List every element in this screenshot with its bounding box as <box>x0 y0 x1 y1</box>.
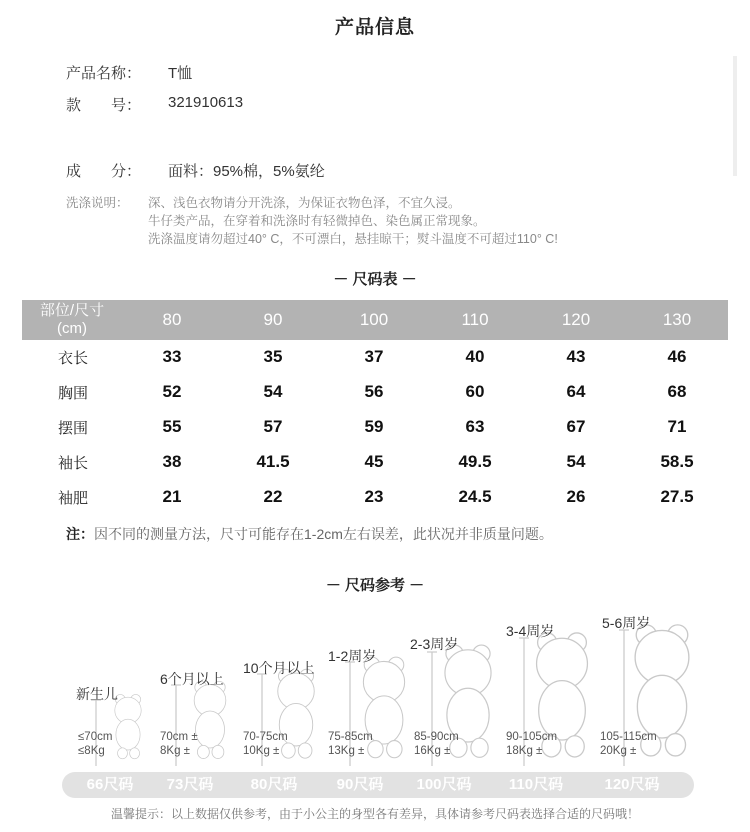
scrollbar[interactable] <box>733 56 737 176</box>
age-label: 2-3周岁 <box>410 636 459 652</box>
row-label: 袖长 <box>58 455 89 472</box>
height-value: 90-105cm <box>506 731 558 743</box>
table-cell: 38 <box>162 452 182 471</box>
info-label: 款 号： <box>66 97 142 114</box>
weight-value: ≤8Kg <box>78 745 105 757</box>
table-cell: 52 <box>162 382 182 401</box>
info-row-style <box>66 94 666 114</box>
height-value: 75-85cm <box>328 731 373 743</box>
info-row-name <box>66 62 666 82</box>
row-label: 胸围 <box>58 385 89 402</box>
age-label: 3-4周岁 <box>506 623 555 639</box>
weight-value: 18Kg ± <box>506 745 543 757</box>
bear-newborn-icon <box>115 694 141 758</box>
table-cell: 45 <box>364 452 384 471</box>
weight-value: 13Kg ± <box>328 745 365 757</box>
table-cell: 26 <box>566 487 586 506</box>
height-value: 70cm ± <box>160 731 198 743</box>
measurement <box>243 730 288 758</box>
weight-value: 8Kg ± <box>160 745 190 757</box>
table-cell: 23 <box>364 487 384 506</box>
info-value: 321910613 <box>168 94 244 111</box>
table-cell: 64 <box>566 382 586 401</box>
size-label: 73尺码 <box>166 776 214 793</box>
measurement <box>506 730 557 758</box>
corner-line: (cm) <box>57 320 87 337</box>
size-col-header: 110 <box>461 310 489 329</box>
row-label: 摆围 <box>58 420 89 437</box>
table-cell: 67 <box>566 417 586 436</box>
weight-value: 16Kg ± <box>414 745 451 757</box>
info-label: 成 分： <box>66 163 142 180</box>
height-value: 105-115cm <box>600 731 657 743</box>
size-label: 110尺码 <box>508 776 564 793</box>
info-value: T恤 <box>168 65 193 82</box>
table-cell: 24.5 <box>458 487 492 506</box>
wash-line: 深、浅色衣物请分开洗涤，为保证衣物色泽，不宜久浸。 <box>148 196 461 210</box>
size-label: 100尺码 <box>416 776 472 793</box>
table-cell: 63 <box>465 417 485 436</box>
info-value: 面料：95%棉，5%氨纶 <box>168 163 325 180</box>
table-cell: 54 <box>566 452 586 471</box>
table-cell: 68 <box>667 382 687 401</box>
age-label: 5-6周岁 <box>602 615 651 631</box>
table-cell: 55 <box>162 417 182 436</box>
table-cell: 35 <box>263 347 283 366</box>
size-col-header: 130 <box>662 310 692 329</box>
wash-line: 牛仔类产品，在穿着和洗涤时有轻微掉色、染色属正常现象。 <box>148 214 486 228</box>
table-cell: 46 <box>667 347 687 366</box>
note-prefix: 注： <box>66 526 94 542</box>
measurement <box>160 730 198 758</box>
row-label: 衣长 <box>58 350 89 367</box>
wash-line: 洗涤温度请勿超过40° C，不可漂白，悬挂晾干；熨斗温度不可超过110° C! <box>148 232 558 246</box>
size-col-header: 80 <box>162 310 182 329</box>
height-value: 70-75cm <box>243 731 288 743</box>
tip-text: 温馨提示：以上数据仅供参考，由于小公主的身型各有差异，具体请参考尺码表选择合适的尺码哦！ <box>110 807 639 821</box>
table-cell: 60 <box>465 382 485 401</box>
size-table-corner <box>22 300 122 342</box>
height-value: ≤70cm <box>78 731 113 743</box>
size-col-header: 120 <box>561 310 591 329</box>
row-label: 袖肥 <box>58 490 89 507</box>
weight-value: 20Kg ± <box>600 745 637 757</box>
table-cell: 43 <box>566 347 586 366</box>
age-label: 1-2周岁 <box>328 648 377 664</box>
size-label: 66尺码 <box>86 776 134 793</box>
measurement <box>78 730 112 758</box>
bear-6m-icon <box>194 681 226 758</box>
age-label: 10个月以上 <box>243 660 315 676</box>
note-text: 因不同的测量方法，尺寸可能存在1-2cm左右误差，此状况并非质量问题。 <box>94 526 553 542</box>
size-col-header: 90 <box>263 310 283 329</box>
table-cell: 71 <box>667 417 687 436</box>
measurement <box>328 730 373 758</box>
size-label: 80尺码 <box>250 776 298 793</box>
table-cell: 21 <box>162 487 182 506</box>
table-cell: 22 <box>263 487 283 506</box>
table-cell: 40 <box>465 347 485 366</box>
table-cell: 57 <box>263 417 283 436</box>
size-label: 120尺码 <box>604 776 660 793</box>
wash-instructions <box>66 194 726 254</box>
table-cell: 58.5 <box>660 452 694 471</box>
measurement <box>600 730 657 758</box>
info-label: 产品名称： <box>66 65 142 82</box>
table-cell: 27.5 <box>660 487 694 506</box>
corner-line: 部位/尺寸 <box>39 302 105 319</box>
table-cell: 41.5 <box>256 452 290 471</box>
page-title: 产品信息 <box>334 17 415 38</box>
table-cell: 33 <box>162 347 182 366</box>
measurement <box>414 730 459 758</box>
size-table-heading: － 尺码表 － <box>333 271 417 288</box>
height-value: 85-90cm <box>414 731 459 743</box>
weight-value: 10Kg ± <box>243 745 280 757</box>
table-cell: 37 <box>364 347 384 366</box>
table-cell: 54 <box>263 382 283 401</box>
age-label: 6个月以上 <box>160 671 224 687</box>
size-label: 90尺码 <box>336 776 384 793</box>
age-label: 新生儿 <box>76 686 118 702</box>
wash-label: 洗涤说明： <box>66 196 129 210</box>
table-cell: 59 <box>364 417 384 436</box>
info-row-material <box>66 160 666 180</box>
table-cell: 49.5 <box>458 452 492 471</box>
table-cell: 56 <box>364 382 384 401</box>
size-col-header: 100 <box>359 310 389 329</box>
size-note <box>66 524 553 544</box>
size-reference-heading: － 尺码参考 － <box>325 577 425 594</box>
